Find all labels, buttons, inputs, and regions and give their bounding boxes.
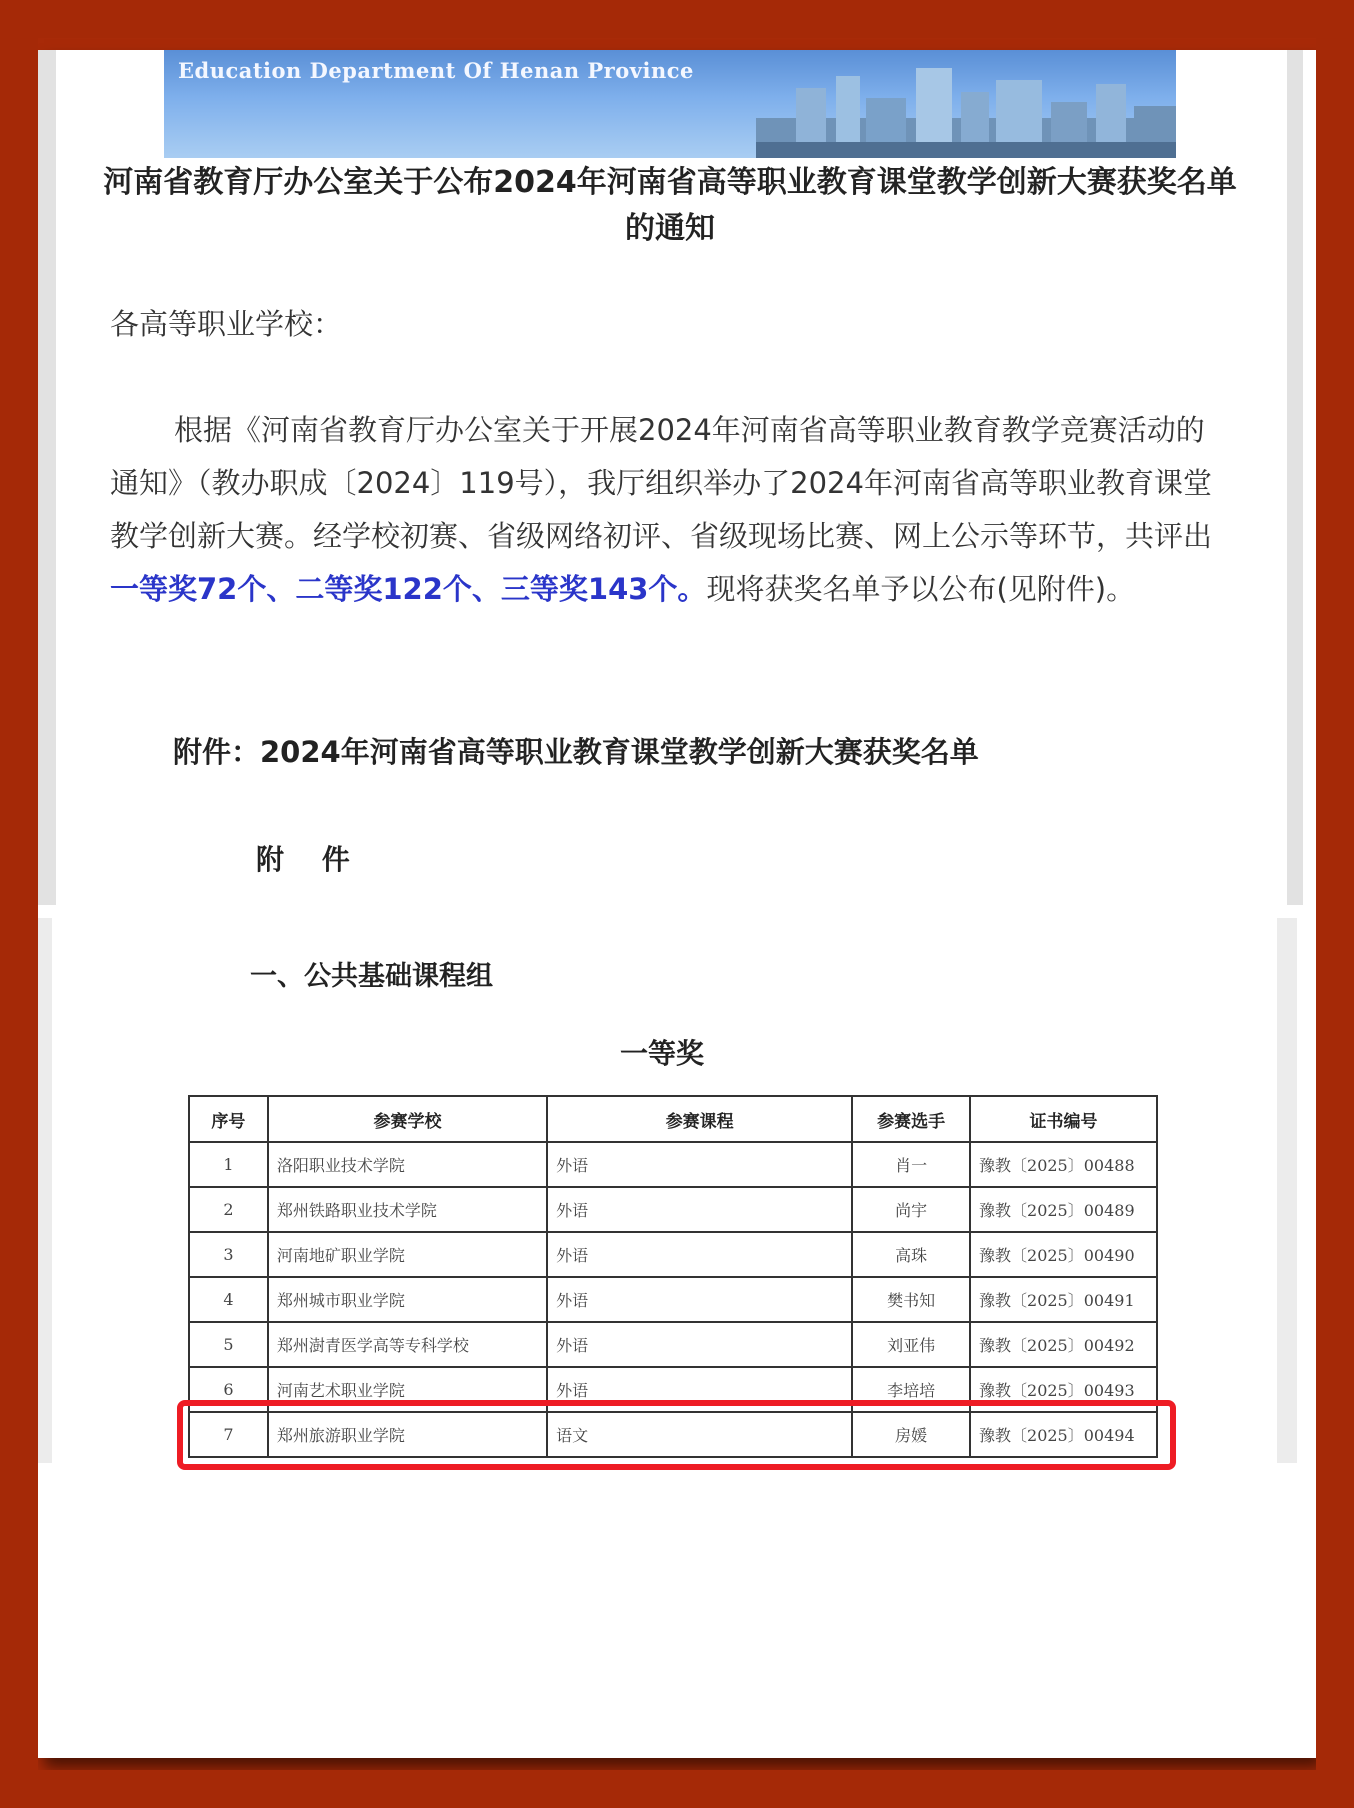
- award-count-highlight: 一等奖72个、二等奖122个、三等奖143个。: [110, 572, 707, 606]
- cell-index: 1: [189, 1142, 268, 1187]
- cell-course: 外语: [547, 1187, 852, 1232]
- cell-index: 6: [189, 1367, 268, 1412]
- banner-title: Education Department Of Henan Province: [178, 58, 694, 83]
- cell-index: 4: [189, 1277, 268, 1322]
- cell-school: 郑州澍青医学高等专科学校: [268, 1322, 547, 1367]
- body-text-part1: 根据《河南省教育厅办公室关于开展2024年河南省高等职业教育教学竞赛活动的通知》（教办职成〔2024〕119号），我厅组织举办了2024年河南省高等职业教育课堂教学创新大赛。经学校初赛、省级网络初评、省级现场比赛、网上公示等环节，共评出: [110, 413, 1213, 553]
- cell-course: 外语: [547, 1322, 852, 1367]
- cell-school: 郑州城市职业学院: [268, 1277, 547, 1322]
- cell-certificate: 豫教〔2025〕00488: [970, 1142, 1157, 1187]
- page-margin-left: [38, 50, 56, 905]
- cell-player: 肖一: [852, 1142, 970, 1187]
- cell-certificate: 豫教〔2025〕00492: [970, 1322, 1157, 1367]
- red-highlight-box: [177, 1400, 1176, 1470]
- cell-school: 郑州旅游职业学院: [268, 1412, 547, 1457]
- cell-player: 樊书知: [852, 1277, 970, 1322]
- cell-player: 李培培: [852, 1367, 970, 1412]
- cell-school: 郑州铁路职业技术学院: [268, 1187, 547, 1232]
- cell-player: 刘亚伟: [852, 1322, 970, 1367]
- cell-certificate: 豫教〔2025〕00489: [970, 1187, 1157, 1232]
- cell-player: 高珠: [852, 1232, 970, 1277]
- cell-index: 7: [189, 1412, 268, 1457]
- cell-index: 2: [189, 1187, 268, 1232]
- cell-certificate: 豫教〔2025〕00493: [970, 1367, 1157, 1412]
- document-title: 河南省教育厅办公室关于公布2024年河南省高等职业教育课堂教学创新大赛获奖名单的通知: [103, 165, 1237, 246]
- cell-certificate: 豫教〔2025〕00494: [970, 1412, 1157, 1457]
- cell-index: 3: [189, 1232, 268, 1277]
- page-margin-left-lower: [38, 918, 52, 1463]
- header-player: 参赛选手: [852, 1096, 970, 1142]
- header-course: 参赛课程: [547, 1096, 852, 1142]
- header-certificate: 证书编号: [970, 1096, 1157, 1142]
- cell-player: 房媛: [852, 1412, 970, 1457]
- header-school: 参赛学校: [268, 1096, 547, 1142]
- cell-course: 外语: [547, 1142, 852, 1187]
- cell-player: 尚宇: [852, 1187, 970, 1232]
- cell-certificate: 豫教〔2025〕00490: [970, 1232, 1157, 1277]
- cell-school: 河南艺术职业学院: [268, 1367, 547, 1412]
- table-row: [189, 1187, 1157, 1232]
- header-index: 序号: [189, 1096, 268, 1142]
- page-margin-right-lower: [1277, 918, 1297, 1463]
- notice-body: [110, 404, 1232, 616]
- cell-course: 外语: [547, 1232, 852, 1277]
- table-row: [189, 1232, 1157, 1277]
- city-skyline-image: [756, 58, 1176, 158]
- cell-course: 外语: [547, 1277, 852, 1322]
- group-heading: 一、公共基础课程组: [250, 961, 493, 992]
- cell-course: 语文: [547, 1412, 852, 1457]
- header-banner: [164, 50, 1176, 158]
- page-margin-right: [1287, 50, 1303, 905]
- table-header-row: [189, 1096, 1157, 1142]
- body-text-part2: 现将获奖名单予以公布(见附件)。: [706, 572, 1136, 606]
- attachment-heading: 附 件: [256, 843, 364, 876]
- cell-certificate: 豫教〔2025〕00491: [970, 1277, 1157, 1322]
- table-row: [189, 1142, 1157, 1187]
- prize-heading: 一等奖: [620, 1037, 705, 1070]
- table-row: [189, 1277, 1157, 1322]
- cell-course: 外语: [547, 1367, 852, 1412]
- salutation: 各高等职业学校：: [110, 307, 343, 341]
- attachment-link-line: 附件：2024年河南省高等职业教育课堂教学创新大赛获奖名单: [173, 735, 979, 769]
- cell-school: 洛阳职业技术学院: [268, 1142, 547, 1187]
- cell-school: 河南地矿职业学院: [268, 1232, 547, 1277]
- table-row: [189, 1322, 1157, 1367]
- cell-index: 5: [189, 1322, 268, 1367]
